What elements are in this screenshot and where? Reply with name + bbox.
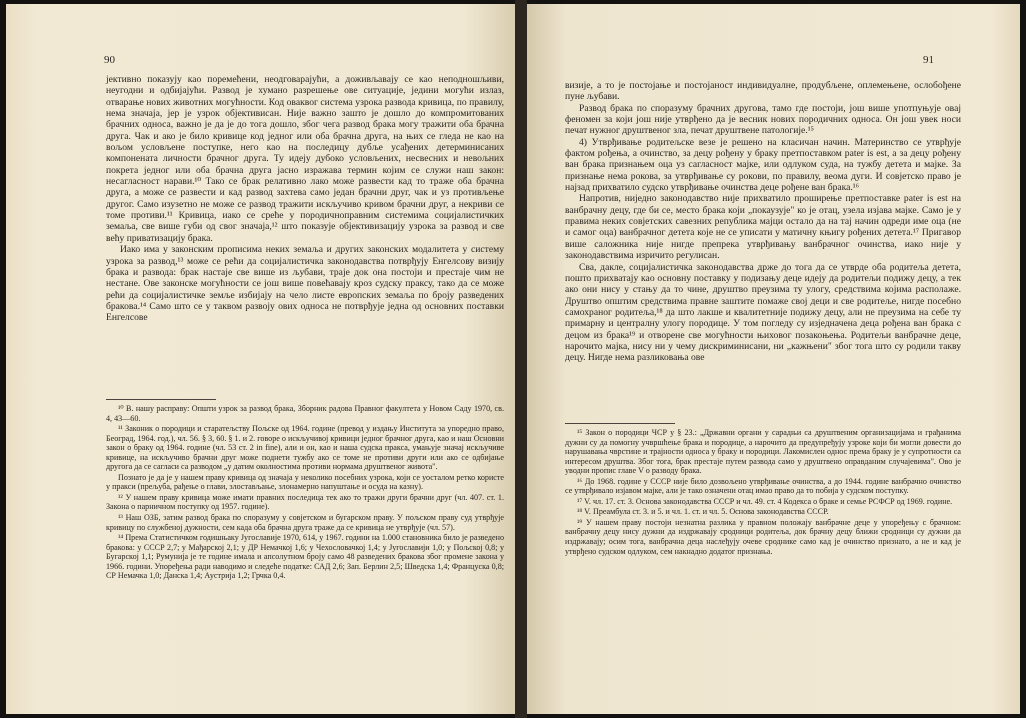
- page-number-left: 90: [104, 54, 115, 66]
- footnote: ¹² У нашем праву кривица може имати правних последица тек ако то тражи други брачни друг (чл. 407. ст. 1. Закона о парничном поступку од 1957. године).: [106, 492, 504, 512]
- paragraph: визије, а то је постојање и постојаност индивидуалне, продубљене, оплемењене, ослобођене пуне љубави.: [565, 80, 961, 103]
- footnote: ¹⁵ Закон о породици ЧСР у § 23.: „Државни органи у сарадњи са друштвеним организацијама и грађанима дужни су да помогну учвршћење брака и породице, а нарочито да предупређују узроке који би могли довести до нарушавања чврстине и трајности односа у браку и породици. Лакомислен однос према браку је у супротности са интересом друштва. Због тога, брак престаје путем развода само у друштвено оправданим случајевима". Ово је уводни пропис главе V о разводу брака.: [565, 428, 961, 476]
- footnote-rule: [565, 423, 675, 424]
- footnote: ¹⁸ V. Преамбула ст. 3. и 5. и чл. 1. ст. и чл. 5. Основа законодавства СССР.: [577, 507, 829, 517]
- footnote: ¹⁷ V. чл. 17. ст. 3. Основа законодавства СССР и чл. 49. ст. 4 Кодекса о браке и семье РСФСР од 1969. године.: [577, 496, 953, 506]
- footnote: ¹³ Наш ОЗБ, затим развод брака по споразуму у совјетском и бугарском праву. У пољском праву суд утврђује кривицу по службеној дужности, сем када оба брачна друга траже да се кривица не утврђује (чл. 57).: [106, 513, 504, 532]
- footnote: ¹⁹ У нашем праву постоји незнатна разлика у правном положају ванбрачне деце у упоређењу с брачном: ванбрачну децу нису дужни да издржавају сродници родитеља, док брачну децу ближи сродници су дужни да издржавају; осим тога, ванбрачна деца наслеђују очеве сроднике само кад је очинство признато, а не и кад је утврђено судском одлуком, сем накнадно додатог признања.: [565, 517, 961, 556]
- left-page: [6, 4, 515, 714]
- footnote: ¹⁰ В. нашу расправу: Општи узрок за развод брака, Зборник радова Правног факултета у Новом Саду 1970, св. 4, 43—60.: [106, 404, 504, 423]
- book-gutter: [515, 0, 527, 718]
- footnote: ¹⁴ Према Статистичком годишњаку Југославије 1970, 614, у 1967. години на 1.000 становника било је разведено бракова: у СССР 2,7; у Мађарској 2,1; у ДР Немачкој 1,6; у Чехословачкој 1,4; у Југославији 1,0; у Пољској 0,8; у Бугарској 1,1; Румунија је те године имала и апсолутном броју само 48 разведених бракова због промене закона у 1966. години. Упоређења ради наводимо и следеће податке: САД 2,6; Зап. Берлин 2,5; Шведска 1,4; Француска 0,8; СР Немачка 1,0; Данска 1,4; Аустрија 1,2; Грчка 0,4.: [106, 533, 504, 581]
- right-body-text: [565, 80, 961, 364]
- paragraph: Иако има у законским прописима неких земаља и других законских модалитета у систему узрока за развод,¹³ може се рећи да социјалистичка законодавства потврђују Енгелсову визију брака и развода: брак настаје све више из љубави, траје док она постоји и престаје чим не нестане. Ове законске могућности се још више повећавају кроз судску праксу, тако да се може рећи да социјалистичке земље избијају на чело листе европских земаља по броју разведених бракова.¹⁴ Само што се у таквом развоју ових односа не потврђује једна од основних поставки Енгелсове: [106, 244, 504, 324]
- footnote-rule: [106, 399, 216, 400]
- footnote: Познато је да је у нашем праву кривица од значаја у неколико посебних узрока, који се уосталом ретко користе у пракси (прељуба, рађење о глави, злостављање, злонамерно напуштање и осуда на казну).: [106, 472, 504, 492]
- footnote: ¹⁶ До 1968. године у СССР није било дозвољено утврђивање очинства, а до 1944. године ванбрачно очинство се утврђивало изјавом мајке, али је тако означени отац имао право да то побија у судском поступку.: [565, 476, 961, 496]
- right-footnotes: [565, 423, 961, 557]
- left-body-text: [106, 74, 504, 324]
- paragraph: јективно показују као поремећени, неодговарајући, а доживљавају се као неподношљиви, неугодни и одбијајући. Развод је хумано разрешење ове ситуације, једини могући излаз, отварање нових животних могућности. Код оваквог система узрока развода кривица, по правилу, нема значаја, јер је узрок објективисан. Није важно зашто је дошло до компромитованих брачних односа, важно је да је до тога дошло, због чега развод брака могу тражити оба брачна друга. Чак и ако је било кривице код једног или оба брачна друга, на њих се гледа не као на вољом условљене поступке, него као на последицу дубље усађених детерминисаних компонената личности брачног друга. Ту идеју дубоко условљених, несвесних и невољних покрета једног или оба брачна друга јасно изражава термин којим се служи наш закон: несагласност нарави.¹⁰ Тако се брак релативно лако може развести кад то траже оба брачна друга, а може се развести и кад развод захтева само један брачни друг, чак и уз противљење другог. Само изузетно не мoже се развод тражити искључиво кривом брачни друг, а некриви се томе противи.¹¹ Кривица, иако се среће у породичноправним системима социјалистичких земаља, све више губи од свог значаја,¹² што показује објективизацију узрока за развод и све већу приватизацију брака.: [106, 74, 504, 244]
- paragraph: Сва, дакле, социјалистичка законодавства држе до тога да се утврде оба родитеља детета, пошто прихватају као основну поставку у подизању деце идеју да родитељи подижу децу, а тек ако они нису у стању да то чине, друштво преузима ту улогу, средствима којима располаже. Друштво општим средствима правне заштите помаже свој деци и све родитеље, нигде посебно самохраног родитеља,¹⁸ да што лакше и квалитетније подижу децу, али не преузима на себе ту примарну и централну улогу породице. У том погледу су изједначена деца рођена ван брака с децом из брака¹⁹ и отворене све могућности њиховог позакоњења. Родитељи ванбрачне деце, нарочито мајка, нису ни у чему дискриминисани, ни „кажњени" због тога што су родили такву децу. Нигде нема разликовања ове: [565, 261, 961, 364]
- left-footnotes: [106, 399, 504, 582]
- page-number-right: 91: [923, 54, 934, 66]
- right-page: [527, 4, 1020, 714]
- paragraph: Напротив, ниједно законодавство није прихватило проширење претпоставке pater is est на ванбрачну децу, где би се, место брака који „покаузује" ко је отац, узела изјава мајке. Само је у правима неких совјетских савезних република мајци остало да на тај начин одреди име оца (не и самог оца) ванбрачног детета које не се уписати у матичну књигу рођених детета.¹⁷ Пригавор више саложника није нигде препрека утврђивању ванбрачног очинства, иако није у законодавствима изричито регулисан.: [565, 193, 961, 262]
- footnote: ¹¹ Законик о породици и старатељству Пољске од 1964. године (превод у издању Института за упоредно право, Београд, 1964. год.), чл. 56. § 3, 60. § 1. и 2. говоре о искључивој кривици једног брачног друга, као и наш Основни закон о браку од 1964. године (чл. 53 ст. 2 in fine), али и он, као и наша судска пракса, умањује значај искључиве кривице, на искључиво брачни друг може поднети тужбу ако се томе не противи други или ако се одбијање другога да се сагласи са разводом „у датим околностима противи нормама друштвеног живота".: [106, 424, 504, 472]
- paragraph: Развод брака по споразуму брачних другова, тамо где постоји, још више употпуњује овај феномен за који још није утврђено да је весник нових породичних односа. Он још увек носи печат нужног друштвеног зла, печат друштвене патологије.¹⁵: [565, 102, 961, 137]
- paragraph: 4) Утврђивање родитељске везе је решено на класичан начин. Материнство се утврђује фактом рођења, а очинство, за децу рођену у браку претпоставком pater is est, а за децу рођену ван брака признањем оца уз сагласност мајке, или одлуком суда, на тужбу детета и мајке. За признање нема рокова, за утврђивање су рокови, по правилу, веома дуги. И совјетско право је најзад прихватило судско утврђивање очинства деце рођене ван брака.¹⁶: [565, 136, 961, 194]
